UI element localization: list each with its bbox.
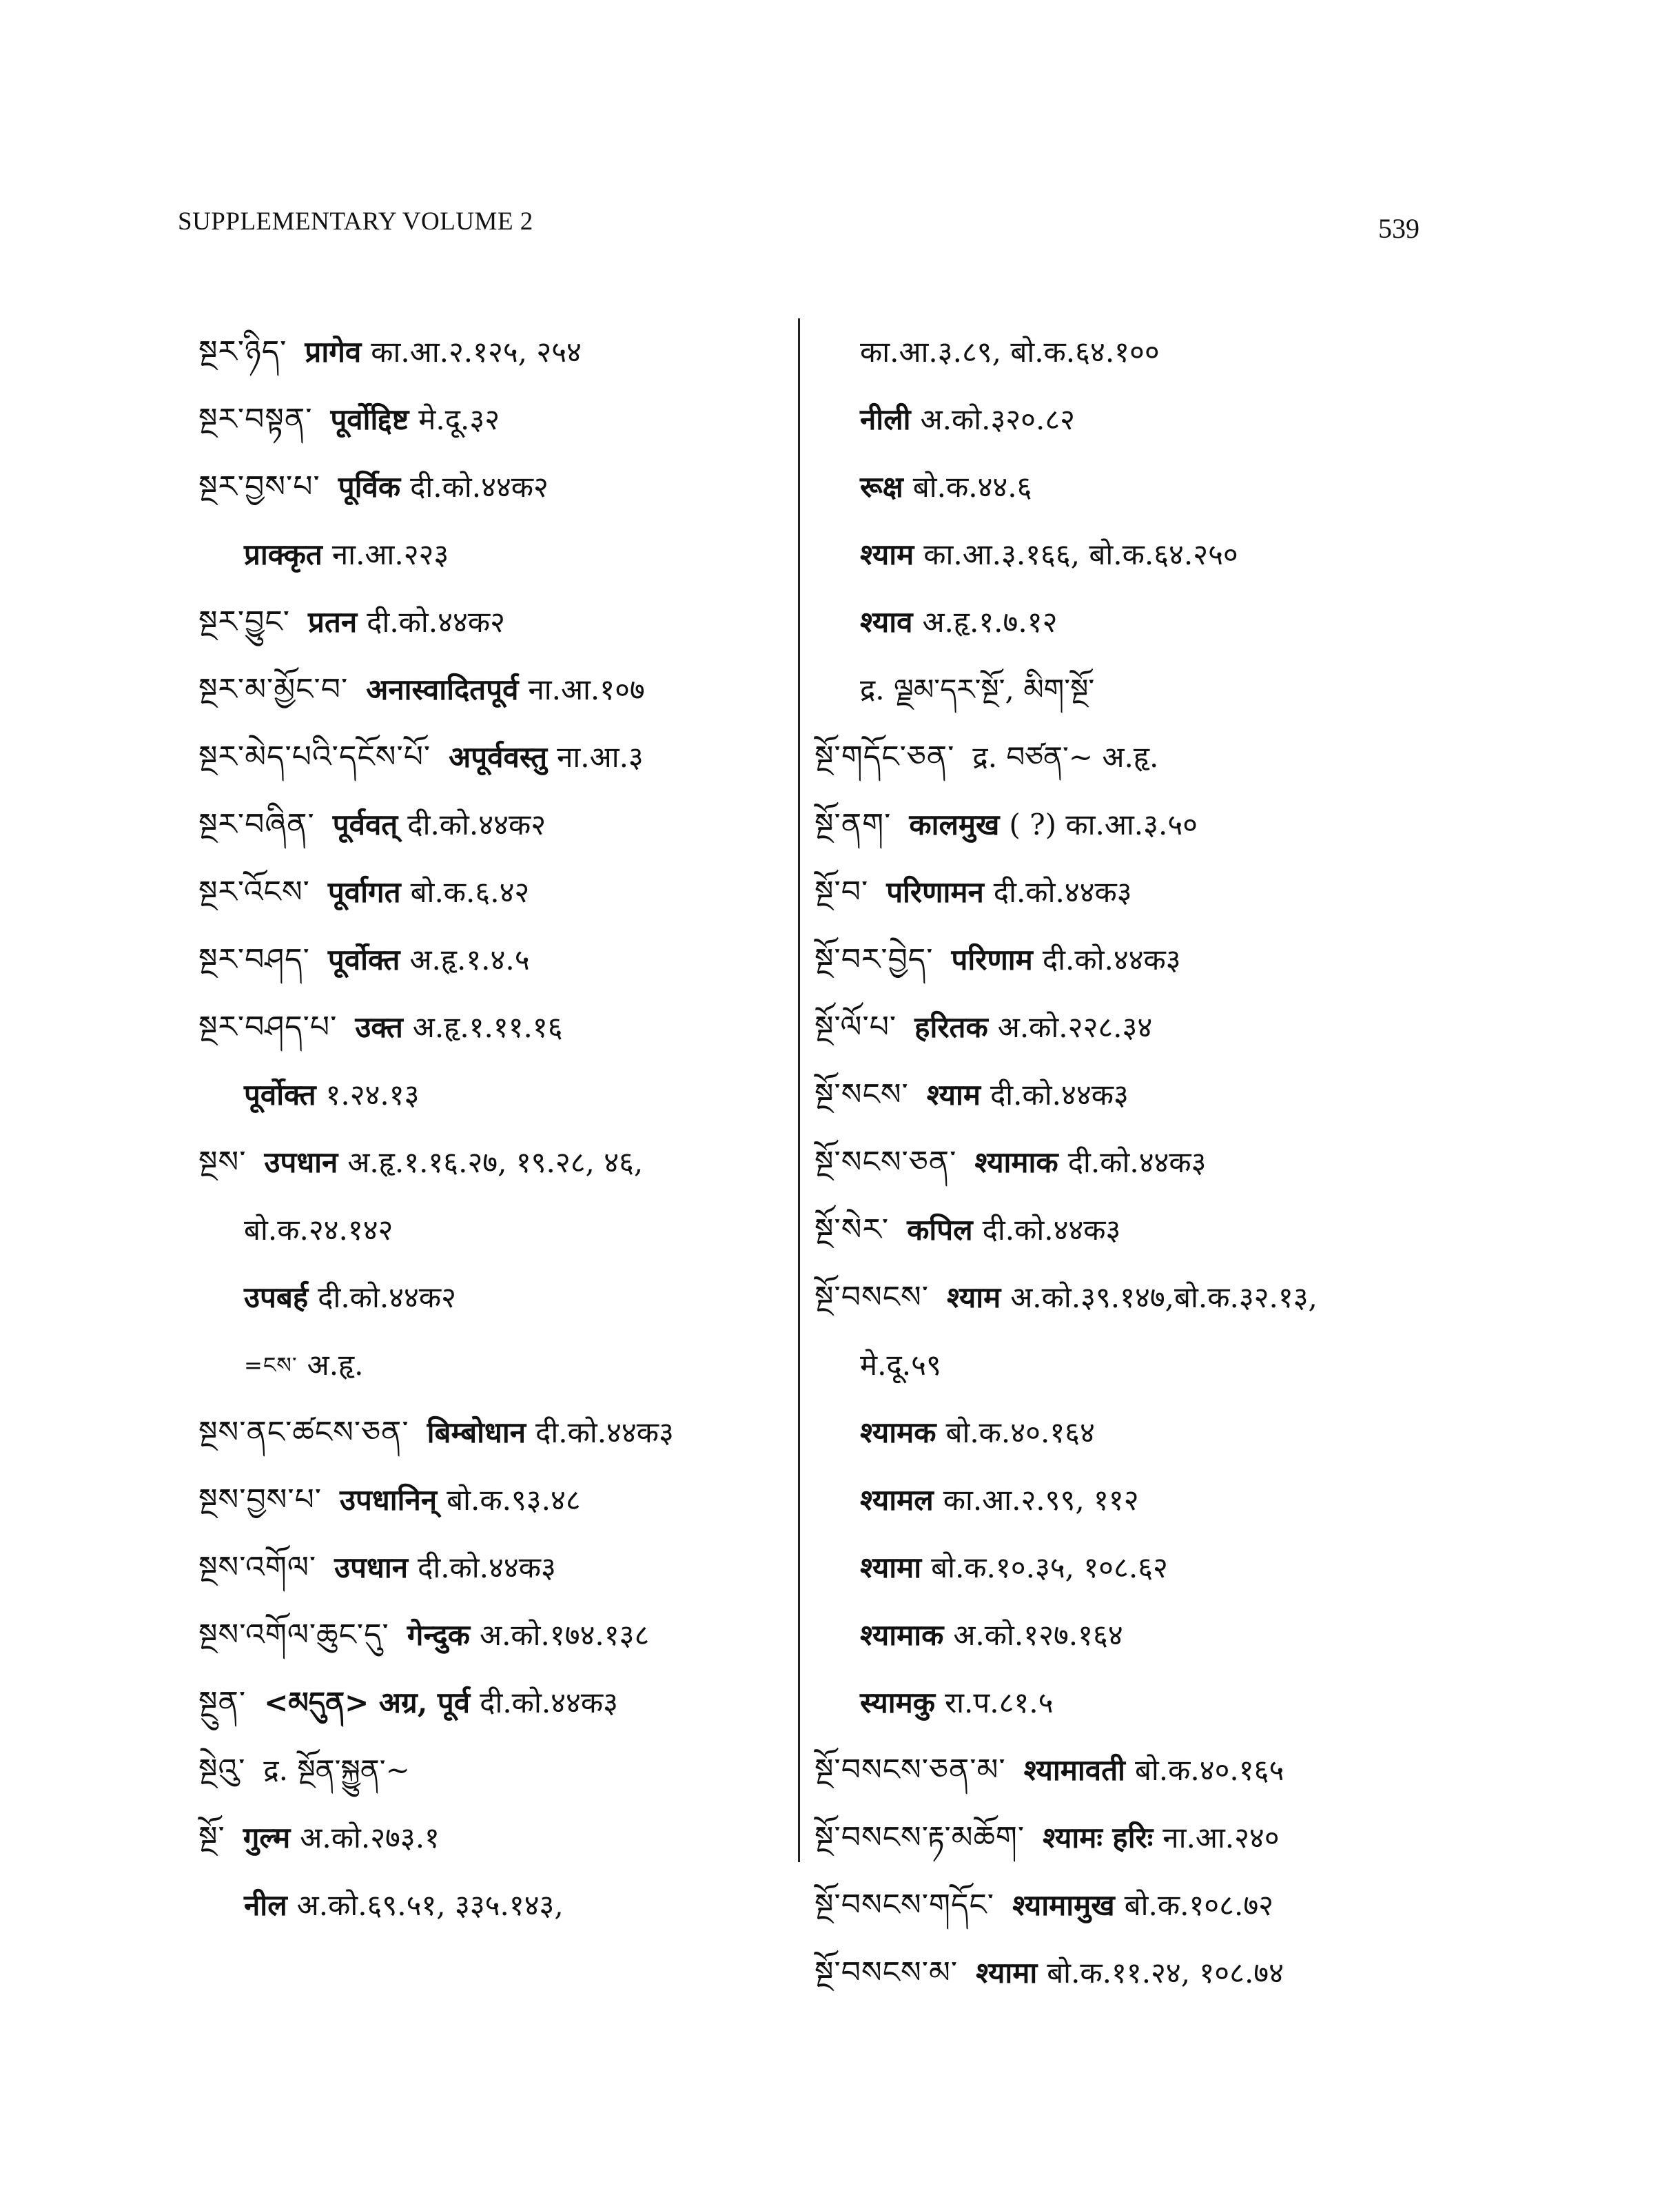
dictionary-entry (198, 1331, 805, 1399)
dictionary-entry (815, 1804, 1510, 1872)
source-reference: द्र. བཙན་~ अ.हृ. (972, 740, 1159, 774)
source-reference: अ.को.३२०.८२ (920, 402, 1076, 436)
sanskrit-equivalent: पूर्वोक्त (327, 943, 400, 977)
tibetan-headword: སྔར་ཉིད་ (198, 334, 287, 369)
tibetan-headword: སྔར་བསྟན་ (198, 402, 313, 437)
source-reference: का.आ.२.९९, ११२ (943, 1483, 1139, 1517)
tibetan-headword: སྔོ་བསངས་གདོང་ (815, 1888, 995, 1923)
sanskrit-equivalent: श्यामाक (974, 1145, 1058, 1179)
sanskrit-equivalent: पूर्वागत (327, 875, 401, 909)
source-reference: बो.क.४०.१६४ (945, 1416, 1095, 1449)
source-reference: दी.को.४४क३ (480, 1686, 618, 1719)
column-divider (798, 318, 800, 1862)
sanskrit-equivalent: पूर्ववत् (332, 808, 398, 841)
dictionary-entry (815, 453, 1510, 521)
source-reference: दी.को.४४क३ (418, 1551, 556, 1584)
sanskrit-equivalent: प्रागेव (305, 335, 362, 369)
dictionary-entry (815, 589, 1510, 656)
source-reference: बो.क.६.४२ (410, 875, 530, 909)
source-reference: ( ?) का.आ.३.५० (1009, 808, 1198, 841)
dictionary-entry (198, 724, 805, 791)
tibetan-headword: སྔས་འགོལ་ (198, 1550, 317, 1585)
dictionary-entry (198, 1129, 805, 1196)
source-reference: दी.को.४४क२ (318, 1280, 456, 1314)
dictionary-entry (815, 521, 1510, 589)
source-reference: अ.को.६९.५१, ३३५.१४३, (296, 1888, 564, 1922)
source-reference: का.आ.३.८९, बो.क.६४.१०० (860, 335, 1160, 369)
dictionary-entry (198, 589, 805, 656)
sanskrit-equivalent: उपबर्ह (244, 1280, 309, 1314)
sanskrit-equivalent: बिम्बोधान (427, 1416, 526, 1449)
tibetan-headword: སྔོ་ནག་ (815, 807, 892, 842)
source-reference: बो.क.१०८.७२ (1124, 1888, 1273, 1922)
sanskrit-equivalent: गुल्म (243, 1821, 291, 1854)
dictionary-entry (198, 1737, 805, 1804)
tibetan-headword: སྔོ་གདོང་ཅན་ (815, 739, 955, 775)
tibetan-headword: སྔོ་ (198, 1820, 225, 1855)
running-header: SUPPLEMENTARY VOLUME 2 (178, 207, 533, 236)
dictionary-entry (198, 1467, 805, 1534)
tibetan-headword: =ངས་ (244, 1352, 298, 1378)
source-reference: दी.को.४४क३ (1067, 1145, 1207, 1179)
dictionary-entry (815, 1872, 1510, 1939)
dictionary-entry (198, 1872, 805, 1939)
sanskrit-equivalent: श्यामः हरिः (1043, 1821, 1154, 1854)
tibetan-headword: སྔོ་བསངས་རྟ་མཆོག་ (815, 1820, 1025, 1855)
source-reference: बो.क.१०.३५, १०८.६२ (931, 1551, 1168, 1584)
left-column (198, 318, 805, 1939)
sanskrit-equivalent: श्याव (860, 605, 913, 639)
dictionary-entry (198, 1534, 805, 1602)
sanskrit-equivalent: श्यामक (860, 1416, 936, 1449)
sanskrit-equivalent: पूर्विक (338, 470, 401, 504)
sanskrit-equivalent: उक्त (355, 1010, 403, 1044)
dictionary-entry (815, 386, 1510, 453)
sanskrit-equivalent: गेन्दुक (407, 1618, 470, 1652)
tibetan-headword: སྔུན་ (198, 1685, 247, 1720)
source-reference: दी.को.४४क२ (407, 808, 546, 841)
dictionary-entry (815, 1129, 1510, 1196)
dictionary-entry (198, 386, 805, 453)
sanskrit-equivalent: प्रतन (307, 605, 358, 639)
tibetan-headword: སྔར་མ་མྱོང་བ་ (198, 672, 349, 707)
sanskrit-equivalent: श्याम (946, 1280, 1001, 1314)
tibetan-headword: སྔོ་བ་ (815, 875, 869, 910)
sanskrit-equivalent: कपिल (907, 1213, 973, 1247)
source-reference: मे.दू.५९ (860, 1348, 941, 1382)
sanskrit-equivalent: कालमुख (909, 808, 1000, 841)
source-reference: अ.हृ.१.११.१६ (412, 1010, 563, 1044)
dictionary-entry (815, 1939, 1510, 2007)
sanskrit-equivalent: श्यामा (976, 1956, 1038, 1990)
tibetan-headword: སྔར་འོངས་ (198, 875, 310, 910)
source-reference: दी.को.४४क३ (1042, 943, 1181, 977)
source-reference: अ.को.२७३.१ (300, 1821, 440, 1854)
page-number: 539 (1378, 213, 1420, 244)
tibetan-headword: སྔོ་ལོ་པ་ (815, 1010, 897, 1045)
tibetan-headword: སྔོ་སེར་ (815, 1212, 890, 1247)
tibetan-headword: སྔོ་སངས་ཅན་ (815, 1145, 957, 1180)
dictionary-entry (198, 994, 805, 1061)
dictionary-entry (815, 1669, 1510, 1737)
source-reference: अ.हृ.१.१६.२७, १९.२८, ४६, (347, 1145, 644, 1179)
sanskrit-equivalent: उपधानिन् (340, 1483, 438, 1517)
sanskrit-equivalent: श्याम (926, 1078, 981, 1112)
dictionary-entry (815, 1061, 1510, 1129)
source-reference: का.आ.३.१६६, बो.क.६४.२५० (923, 538, 1238, 571)
tibetan-headword: སྔོ་བསངས་མ་ (815, 1955, 959, 1990)
right-column (815, 318, 1510, 2007)
dictionary-entry (198, 1196, 805, 1264)
dictionary-entry (815, 1196, 1510, 1264)
tibetan-headword: སྔས་ནང་ཚངས་ཅན་ (198, 1415, 409, 1450)
tibetan-headword: སྔེའུ་ (198, 1753, 246, 1788)
sanskrit-equivalent: अपूर्ववस्तु (449, 740, 548, 774)
sanskrit-equivalent: श्यामामुख (1012, 1888, 1115, 1922)
sanskrit-equivalent: परिणामन (886, 875, 984, 909)
source-reference: बो.क.४०.१६५ (1134, 1753, 1284, 1787)
source-reference: दी.को.४४क३ (535, 1416, 674, 1449)
source-reference: बो.क.२४.१४२ (244, 1213, 393, 1247)
sanskrit-equivalent: प्राक्कृत (244, 538, 322, 571)
dictionary-entry (198, 453, 805, 521)
source-reference: अ.हृ.१.४.५ (409, 943, 530, 977)
source-reference: अ.को.१७४.१३८ (479, 1618, 650, 1652)
dictionary-entry (198, 791, 805, 859)
sanskrit-equivalent: नीली (860, 402, 911, 436)
sanskrit-equivalent: पूर्वोद्दिष्ट (330, 402, 409, 436)
tibetan-headword: སྔར་བཤད་པ་ (198, 1010, 338, 1045)
tibetan-headword: སྔར་བཤད་ (198, 942, 310, 977)
source-reference: अ.हृ. (307, 1348, 364, 1382)
dictionary-entry (198, 1669, 805, 1737)
sanskrit-equivalent: रूक्ष (860, 470, 903, 504)
source-reference: ना.आ.२४० (1162, 1821, 1280, 1854)
dictionary-entry (815, 994, 1510, 1061)
source-reference: बो.क.११.२४, १०८.७४ (1047, 1956, 1284, 1990)
tibetan-headword: སྔོ་བར་བྱེད་ (815, 942, 934, 977)
sanskrit-equivalent: श्यामा (860, 1551, 922, 1584)
sanskrit-equivalent: श्यामल (860, 1483, 934, 1517)
dictionary-entry (198, 1804, 805, 1872)
dictionary-entry (815, 1602, 1510, 1669)
source-reference: रा.प.८१.५ (944, 1686, 1054, 1719)
source-reference: द्र. ལྗམ་དར་སྔོ་, མིག་སྔོ་ (860, 673, 1095, 706)
sanskrit-equivalent: परिणाम (951, 943, 1033, 977)
source-reference: अ.को.३९.१४७,बो.क.३२.१३, (1010, 1280, 1318, 1314)
source-reference: का.आ.२.१२५, २५४ (371, 335, 582, 369)
dictionary-entry (815, 318, 1510, 386)
sanskrit-equivalent: श्याम (860, 538, 914, 571)
dictionary-entry (815, 1399, 1510, 1467)
dictionary-entry (815, 656, 1510, 724)
dictionary-entry (815, 926, 1510, 994)
sanskrit-equivalent: श्यामाक (860, 1618, 944, 1652)
dictionary-entry (198, 318, 805, 386)
dictionary-entry (198, 859, 805, 926)
source-reference: दी.को.४४क३ (993, 875, 1132, 909)
dictionary-entry (815, 1467, 1510, 1534)
source-reference: बो.क.४४.६ (912, 470, 1032, 504)
tibetan-headword: སྔོ་སངས་ (815, 1077, 909, 1112)
sanskrit-equivalent: <མདུན> अग्र, पूर्व (264, 1686, 471, 1719)
sanskrit-equivalent: उपधान (264, 1145, 338, 1179)
tibetan-headword: སྔས་བྱས་པ་ (198, 1482, 322, 1518)
dictionary-entry (815, 791, 1510, 859)
tibetan-headword: སྔས་འགོལ་ཆུང་དུ་ (198, 1617, 389, 1653)
sanskrit-equivalent: अनास्वादितपूर्व (366, 673, 519, 706)
tibetan-headword: སྔོ་བསངས་ཅན་མ་ (815, 1753, 1006, 1788)
dictionary-entry (198, 926, 805, 994)
dictionary-entry (198, 1602, 805, 1669)
source-reference: दी.को.४४क३ (982, 1213, 1121, 1247)
source-reference: ना.आ.२२३ (331, 538, 449, 571)
source-reference: ना.आ.१०७ (528, 673, 645, 706)
dictionary-entry (815, 1264, 1510, 1331)
dictionary-entry (815, 1331, 1510, 1399)
sanskrit-equivalent: नील (244, 1888, 287, 1922)
source-reference: दी.को.४४क२ (367, 605, 505, 639)
tibetan-headword: སྔར་བྱས་པ་ (198, 469, 320, 504)
tibetan-headword: སྔར་མེད་པའི་དངོས་པོ་ (198, 739, 431, 775)
sanskrit-equivalent: श्यामावती (1023, 1753, 1125, 1787)
source-reference: ना.आ.३ (557, 740, 644, 774)
source-reference: दी.को.४४क३ (990, 1078, 1129, 1112)
dictionary-entry (815, 724, 1510, 791)
source-reference: अ.हृ.१.७.१२ (922, 605, 1058, 639)
source-reference: अ.को.१२७.१६४ (953, 1618, 1123, 1652)
source-reference: दी.को.४४क२ (410, 470, 549, 504)
dictionary-entry (198, 1264, 805, 1331)
dictionary-entry (198, 1399, 805, 1467)
tibetan-headword: སྔར་བཞིན་ (198, 807, 315, 842)
sanskrit-equivalent: पूर्वोक्त (244, 1078, 316, 1112)
sanskrit-equivalent: स्यामकु (860, 1686, 935, 1719)
dictionary-entry (198, 656, 805, 724)
source-reference: द्र. སྔོན་སྐྱུན་~ (263, 1753, 410, 1787)
source-reference: १.२४.१३ (325, 1078, 420, 1112)
sanskrit-equivalent: उपधान (334, 1551, 409, 1584)
dictionary-entry (815, 859, 1510, 926)
tibetan-headword: སྔོ་བསངས་ (815, 1280, 929, 1315)
source-reference: मे.दू.३२ (418, 402, 500, 436)
dictionary-entry (815, 1737, 1510, 1804)
dictionary-entry (198, 1061, 805, 1129)
dictionary-entry (198, 521, 805, 589)
source-reference: अ.को.२२८.३४ (997, 1010, 1153, 1044)
source-reference: बो.क.९३.४८ (447, 1483, 581, 1517)
tibetan-headword: སྔས་ (198, 1145, 247, 1180)
dictionary-entry (815, 1534, 1510, 1602)
tibetan-headword: སྔར་བྱུང་ (198, 604, 290, 640)
sanskrit-equivalent: हरितक (914, 1010, 988, 1044)
